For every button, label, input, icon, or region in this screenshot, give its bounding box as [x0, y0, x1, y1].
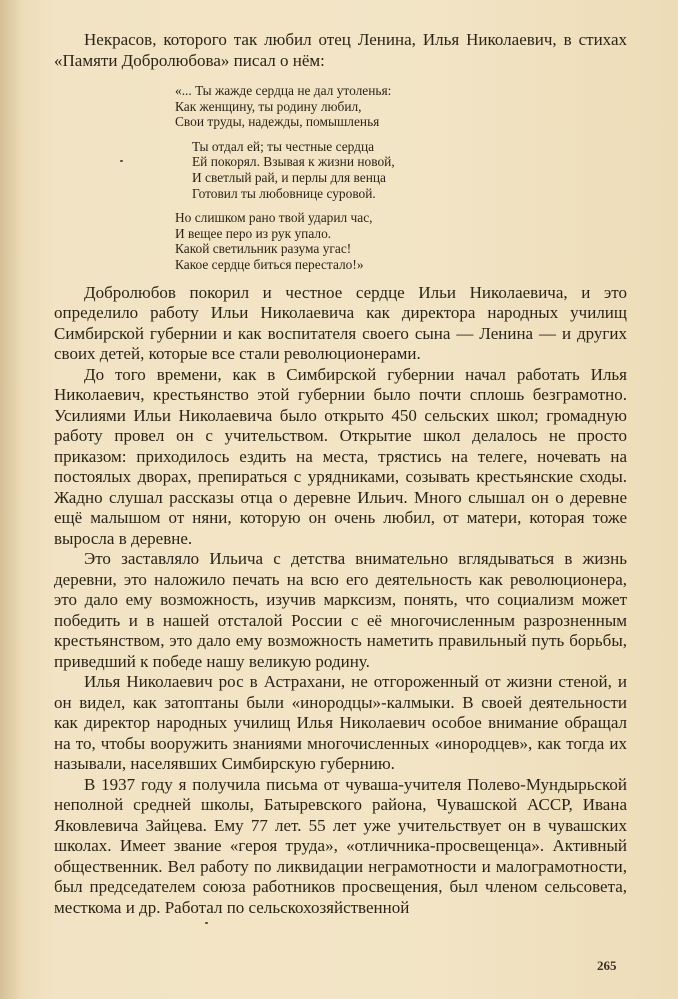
poem-stanza-1 — [175, 83, 627, 130]
paragraph-dobrolyubov: Добролюбов покорил и честное сердце Ильи Николаевича, и это определило работу Ильи Николаевича как директора народных училищ Симбирской губернии и как воспитателя своего сына — Ленина — и других своих детей, которые все стали революционерами. — [54, 282, 627, 364]
print-speck — [120, 160, 123, 162]
poem-line: «... Ты жажде сердца не дал утоленья: — [175, 83, 392, 98]
print-speck — [205, 922, 208, 924]
paragraph-letter-1937: В 1937 году я получила письма от чуваша-учителя Полево-Мундырьской неполной средней школы, Батыревского района, Чувашской АССР, Ивана Яковлевича Зайцева. Ему 77 лет. 55 лет уже учительствует он в чувашских школах. Имеет звание «героя труда», «отличника-просвещенца». Активный общественник. Вел работу по ликвидации неграмотности и малограмотности, был председателем союза работников просвещения, был членом сельсовета, месткома и др. Работал по сельскохозяйственной — [54, 774, 627, 917]
paragraph-schools: До того времени, как в Симбирской губернии начал работать Илья Николаевич, крестьянство этой губернии было почти сплошь безграмотно. Усилиями Ильи Николаевича было открыто 450 сельских школ; громадную работу провел он с учительством. Открытие школ делалось не просто приказом: приходилось ездить на места, трястись на телеге, ночевать на постоялых дворах, препираться с урядниками, созывать крестьянские сходы. Жадно слушал рассказы отца о деревне Ильич. Много слышал он о деревне ещё малышом от няни, которую он очень любил, от матери, которая тоже выросла в деревне. — [54, 364, 627, 548]
page-content — [54, 30, 627, 918]
page-number: 265 — [597, 958, 617, 973]
poem-line: Ей покорял. Взывая к жизни новой, — [192, 154, 395, 170]
poem-line: Как женщину, ты родину любил, — [175, 98, 362, 114]
poem-line: Свои труды, надежды, помышленья — [175, 114, 380, 130]
poem-line: Ты отдал ей; ты честные сердца — [192, 138, 375, 154]
paragraph-village-life: Это заставляло Ильича с детства внимательно вглядываться в жизнь деревни, это наложило печать на всю его деятельность как революционера, это дало ему возможность, изучив марксизм, понять, что социализм может победить и в нашей отсталой России с её многочисленным разрозненным крестьянством, это дало ему возможность наметить правильный путь борьбы, приведший к победе нашу великую родину. — [54, 549, 627, 671]
page-fold-shadow — [0, 0, 22, 999]
poem-line: Готовил ты любовнице суровой. — [192, 185, 376, 201]
paragraph-astrakhan: Илья Николаевич рос в Астрахани, не отгороженный от жизни стеной, и он видел, как затоптаны были «инородцы»-калмыки. В своей деятельности как директор народных училищ Илья Николаевич особое внимание обращал на то, чтобы вооружить знаниями многочисленных «инородцев», как тогда их называли, населявших Симбирскую губернию. — [54, 672, 627, 774]
poem-stanza-3 — [175, 210, 627, 272]
poem-line: И вещее перо из рук упало. — [175, 225, 332, 241]
poem-line: Но слишком рано твой ударил час, — [175, 210, 373, 226]
poem-line: И светлый рай, и перлы для венца — [192, 169, 386, 185]
intro-paragraph: Некрасов, которого так любил отец Ленина, Илья Николаевич, в стихах «Памяти Добролюбова» писал о нём: — [54, 30, 627, 70]
poem-line: Какое сердце биться перестало!» — [175, 256, 364, 272]
poem-stanza-2 — [192, 139, 627, 201]
poem-line: Какой светильник разума угас! — [175, 241, 352, 257]
poem-quote — [175, 83, 627, 273]
